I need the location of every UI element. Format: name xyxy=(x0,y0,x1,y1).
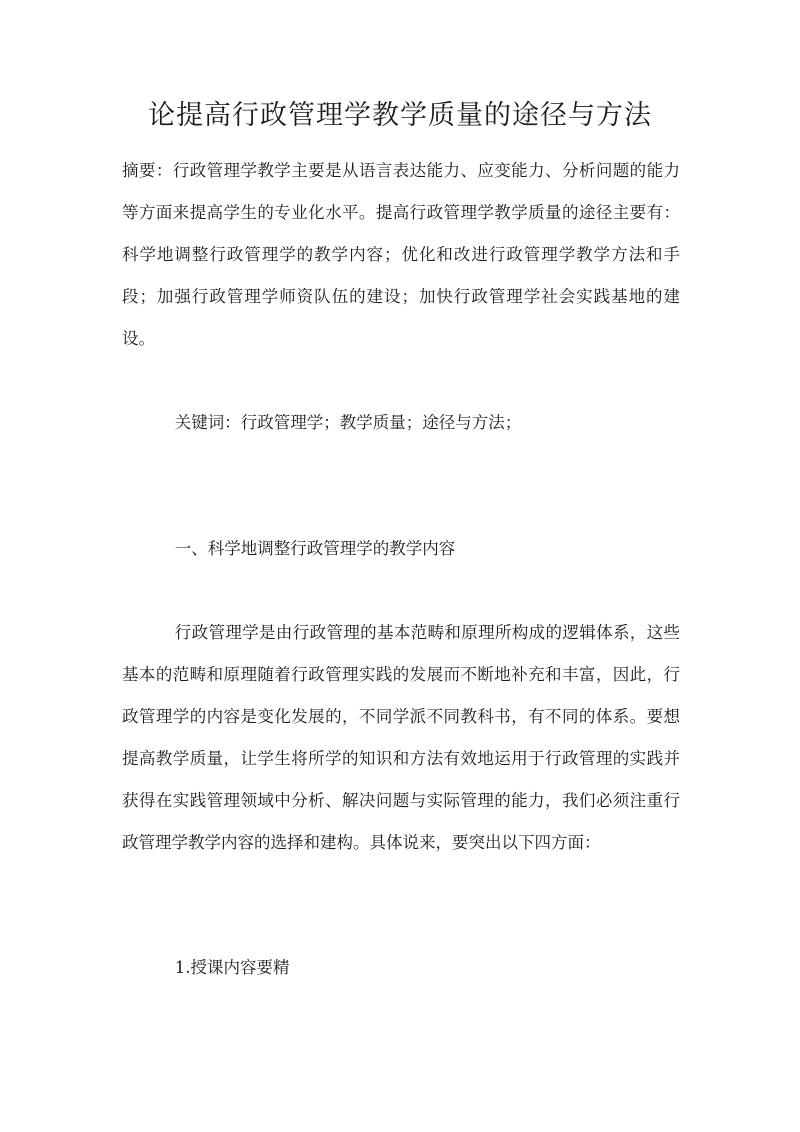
keywords-line: 关键词：行政管理学；教学质量；途径与方法； xyxy=(174,413,522,432)
subsection-heading-1: 1.授课内容要精 xyxy=(174,958,290,977)
section-1-body-paragraph: 行政管理学是由行政管理的基本范畴和原理所构成的逻辑体系，这些基本的范畴和原理随着行政管理实践的发展而不断地补充和丰富，因此，行政管理学的内容是变化发展的，不同学派不同教科书，有不同的体系。要想提高教学质量，让学生将所学的知识和方法有效地运用于行政管理的实践并获得在实践管理领域中分析、解决问题与实际管理的能力，我们必须注重行政管理学教学内容的选择和建构。具体说来，要突出以下四方面： xyxy=(122,623,680,852)
abstract-paragraph: 摘要：行政管理学教学主要是从语言表达能力、应变能力、分析问题的能力等方面来提高学生的专业化水平。提高行政管理学教学质量的途径主要有：科学地调整行政管理学的教学内容；优化和改进行政管理学教学方法和手段；加强行政管理学师资队伍的建设；加快行政管理学社会实践基地的建设。 xyxy=(122,161,680,348)
section-heading-1: 一、科学地调整行政管理学的教学内容 xyxy=(174,539,456,558)
document-title: 论提高行政管理学教学质量的途径与方法 xyxy=(148,100,652,131)
